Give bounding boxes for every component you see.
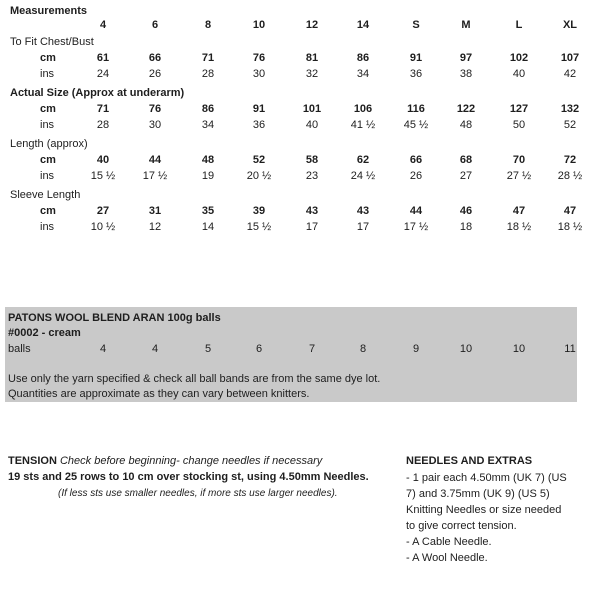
balls-cell: 4 <box>151 343 159 355</box>
measurement-cell: 15 ½ <box>90 170 116 182</box>
measurement-cell: 116 <box>407 103 425 115</box>
measurement-cell: 27 <box>96 205 110 217</box>
needles-heading: NEEDLES AND EXTRAS <box>406 455 533 467</box>
measurement-cell: 17 <box>356 221 370 233</box>
measurement-cell: 47 <box>563 205 577 217</box>
measurement-cell: 18 ½ <box>557 221 583 233</box>
measurement-cell: 17 ½ <box>142 170 168 182</box>
measurement-cell: 68 <box>459 154 473 166</box>
measurement-cell: 106 <box>353 103 373 115</box>
unit-label: ins <box>40 221 55 233</box>
measurement-cell: 71 <box>201 52 215 64</box>
tension-heading: TENSION <box>8 455 57 467</box>
measurement-cell: 38 <box>459 68 473 80</box>
measurement-cell: 62 <box>356 154 370 166</box>
measurement-cell: 44 <box>409 205 423 217</box>
measurement-cell: 127 <box>509 103 529 115</box>
measurement-cell: 66 <box>409 154 423 166</box>
measurement-cell: 48 <box>201 154 215 166</box>
unit-label: cm <box>40 103 56 115</box>
size-header-cell: M <box>461 19 471 31</box>
measurement-cell: 30 <box>252 68 266 80</box>
measurement-cell: 24 <box>96 68 110 80</box>
measurement-cell: 122 <box>456 103 476 115</box>
balls-cell: 9 <box>412 343 420 355</box>
section-label: To Fit Chest/Bust <box>10 36 94 48</box>
size-header-cell: 6 <box>151 19 159 31</box>
measurement-cell: 24 ½ <box>350 170 376 182</box>
balls-cell: 10 <box>512 343 526 355</box>
measurement-cell: 35 <box>201 205 215 217</box>
measurement-cell: 61 <box>96 52 110 64</box>
balls-cell: 10 <box>459 343 473 355</box>
measurement-cell: 28 ½ <box>557 170 583 182</box>
measurement-cell: 72 <box>563 154 577 166</box>
measurement-cell: 40 <box>305 119 319 131</box>
needles-list-item: Knitting Needles or size needed <box>406 504 562 516</box>
tension-gauge: 19 sts and 25 rows to 10 cm over stocking st, using 4.50mm Needles. <box>8 471 369 483</box>
measurement-cell: 28 <box>201 68 215 80</box>
needles-list-item: - 1 pair each 4.50mm (UK 7) (US <box>406 472 567 484</box>
tension-instruction: Check before beginning- change needles if necessary <box>59 455 323 467</box>
measurements-title: Measurements <box>10 5 88 17</box>
measurement-cell: 91 <box>252 103 266 115</box>
measurement-cell: 76 <box>148 103 162 115</box>
measurement-cell: 28 <box>96 119 110 131</box>
unit-label: ins <box>40 170 55 182</box>
tension-note: (If less sts use smaller needles, if more sts use larger needles). <box>58 488 338 499</box>
measurement-cell: 70 <box>512 154 526 166</box>
measurement-cell: 36 <box>409 68 423 80</box>
measurement-cell: 50 <box>512 119 526 131</box>
unit-label: ins <box>40 119 55 131</box>
measurement-cell: 14 <box>201 221 215 233</box>
size-header-cell: 12 <box>305 19 319 31</box>
measurement-cell: 47 <box>512 205 526 217</box>
balls-cell: 7 <box>308 343 316 355</box>
measurement-cell: 43 <box>305 205 319 217</box>
tension-heading-line <box>8 455 322 468</box>
measurement-cell: 52 <box>252 154 266 166</box>
measurement-cell: 20 ½ <box>246 170 272 182</box>
measurement-cell: 27 <box>459 170 473 182</box>
measurement-cell: 66 <box>148 52 162 64</box>
yarn-note-dye-lot: Use only the yarn specified & check all ball bands are from the same dye lot. <box>8 373 381 385</box>
measurement-cell: 76 <box>252 52 266 64</box>
measurement-cell: 41 ½ <box>350 119 376 131</box>
measurement-cell: 12 <box>148 221 162 233</box>
measurement-cell: 42 <box>563 68 577 80</box>
measurement-cell: 10 ½ <box>90 221 116 233</box>
section-label: Length (approx) <box>10 138 88 150</box>
measurement-cell: 31 <box>148 205 162 217</box>
measurement-cell: 43 <box>356 205 370 217</box>
measurement-cell: 32 <box>305 68 319 80</box>
unit-label: cm <box>40 52 56 64</box>
measurement-cell: 34 <box>356 68 370 80</box>
needles-list-item: - A Cable Needle. <box>406 536 492 548</box>
measurement-cell: 26 <box>409 170 423 182</box>
measurement-cell: 30 <box>148 119 162 131</box>
measurement-cell: 132 <box>560 103 580 115</box>
section-label: Sleeve Length <box>10 189 81 201</box>
balls-cell: 11 <box>564 343 576 355</box>
yarn-note-quantities: Quantities are approximate as they can vary between knitters. <box>8 388 310 400</box>
measurement-cell: 45 ½ <box>403 119 429 131</box>
measurement-cell: 18 <box>459 221 473 233</box>
needles-list-item: - A Wool Needle. <box>406 552 488 564</box>
measurement-cell: 17 ½ <box>403 221 429 233</box>
measurement-cell: 36 <box>252 119 266 131</box>
balls-cell: 8 <box>359 343 367 355</box>
size-header-cell: 10 <box>252 19 266 31</box>
measurement-cell: 86 <box>201 103 215 115</box>
size-header-cell: XL <box>562 19 578 31</box>
needles-list-item: 7) and 3.75mm (UK 9) (US 5) <box>406 488 550 500</box>
measurement-cell: 102 <box>509 52 529 64</box>
unit-label: cm <box>40 205 56 217</box>
measurement-cell: 52 <box>563 119 577 131</box>
measurement-cell: 86 <box>356 52 370 64</box>
balls-cell: 4 <box>99 343 107 355</box>
section-label: Actual Size (Approx at underarm) <box>10 87 185 99</box>
measurement-cell: 101 <box>302 103 322 115</box>
measurement-cell: 91 <box>409 52 423 64</box>
yarn-title: PATONS WOOL BLEND ARAN 100g balls <box>8 312 221 324</box>
measurement-cell: 107 <box>560 52 580 64</box>
measurement-cell: 17 <box>305 221 319 233</box>
yarn-shade: #0002 - cream <box>8 327 81 339</box>
measurement-cell: 40 <box>96 154 110 166</box>
balls-cell: 5 <box>204 343 212 355</box>
measurement-cell: 71 <box>96 103 110 115</box>
unit-label: cm <box>40 154 56 166</box>
balls-label: balls <box>8 343 31 355</box>
measurement-cell: 58 <box>305 154 319 166</box>
measurement-cell: 46 <box>459 205 473 217</box>
measurement-cell: 48 <box>459 119 473 131</box>
size-header-cell: 14 <box>356 19 370 31</box>
measurement-cell: 34 <box>201 119 215 131</box>
measurement-cell: 44 <box>148 154 162 166</box>
measurement-cell: 15 ½ <box>246 221 272 233</box>
measurement-cell: 97 <box>459 52 473 64</box>
balls-cell: 6 <box>255 343 263 355</box>
unit-label: ins <box>40 68 55 80</box>
measurement-cell: 26 <box>148 68 162 80</box>
size-header-cell: 4 <box>99 19 107 31</box>
measurement-cell: 39 <box>252 205 266 217</box>
needles-list-item: to give correct tension. <box>406 520 517 532</box>
measurement-cell: 40 <box>512 68 526 80</box>
size-header-cell: 8 <box>204 19 212 31</box>
measurement-cell: 23 <box>305 170 319 182</box>
measurement-cell: 18 ½ <box>506 221 532 233</box>
size-header-cell: L <box>515 19 523 31</box>
measurement-cell: 27 ½ <box>506 170 532 182</box>
measurement-cell: 81 <box>305 52 319 64</box>
measurement-cell: 19 <box>201 170 215 182</box>
size-header-cell: S <box>412 19 420 31</box>
